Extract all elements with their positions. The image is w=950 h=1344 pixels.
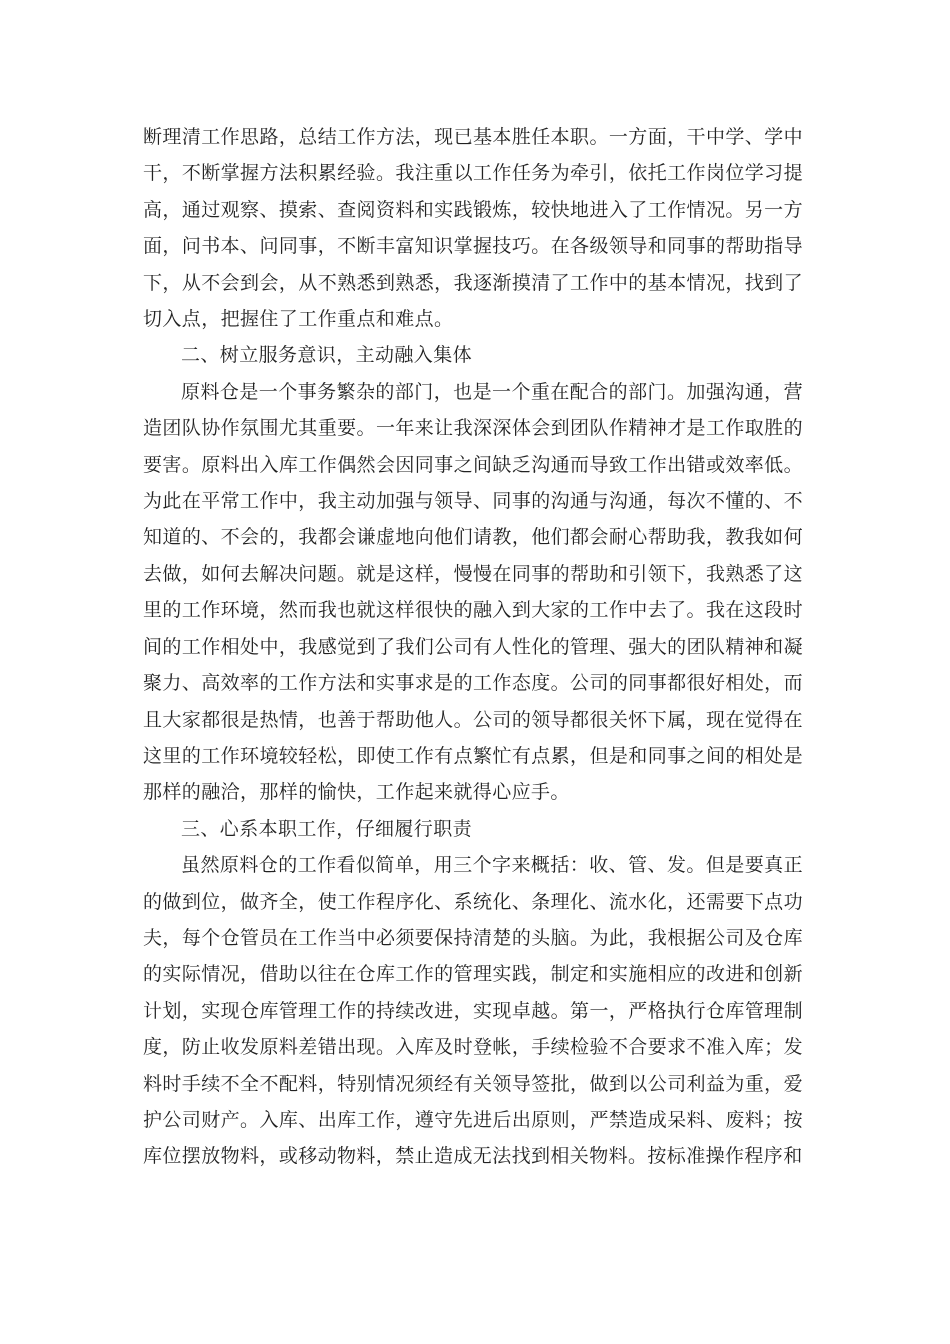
paragraph-section-3: 虽然原料仓的工作看似简单，用三个字来概括：收、管、发。但是要真正的做到位，做齐全，使工作程序化、系统化、条理化、流水化，还需要下点功夫，每个仓管员在工作当中必须要保持清楚的头脑。为此，我根据公司及仓库的实际情况，借助以往在仓库工作的管理实践，制定和实施相应的改进和创新计划，实现仓库管理工作的持续改进，实现卓越。第一，严格执行仓库管理制度，防止收发原料差错出现。入库及时登帐，手续检验不合要求不准入库；发料时手续不全不配料，特别情况须经有关领导签批，做到以公司利益为重，爱护公司财产。入库、出库工作，遵守先进后出原则，严禁造成呆料、废料；按库位摆放物料，或移动物料，禁止造成无法找到相关物料。按标准操作程序和	[143, 854, 803, 1168]
paragraph-continued: 断理清工作思路，总结工作方法，现已基本胜任本职。一方面，干中学、学中干，不断掌握方法积累经验。我注重以工作任务为牵引，依托工作岗位学习提高，通过观察、摸索、查阅资料和实践锻炼，较快地进入了工作情况。另一方面，问书本、问同事，不断丰富知识掌握技巧。在各级领导和同事的帮助指导下，从不会到会，从不熟悉到熟悉，我逐渐摸清了工作中的基本情况，找到了切入点，把握住了工作重点和难点。	[143, 126, 803, 331]
section-heading-3: 三、心系本职工作，仔细履行职责	[181, 817, 473, 840]
paragraph-section-2: 原料仓是一个事务繁杂的部门，也是一个重在配合的部门。加强沟通，营造团队协作氛围尤其重要。一年来让我深深体会到团队作精神才是工作取胜的要害。原料出入库工作偶然会因同事之间缺乏沟通而导致工作出错或效率低。为此在平常工作中，我主动加强与领导、同事的沟通与沟通，每次不懂的、不知道的、不会的，我都会谦虚地向他们请教，他们都会耐心帮助我，教我如何去做，如何去解决问题。就是这样，慢慢在同事的帮助和引领下，我熟悉了这里的工作环境，然而我也就这样很快的融入到大家的工作中去了。我在这段时间的工作相处中，我感觉到了我们公司有人性化的管理、强大的团队精神和凝聚力、高效率的工作方法和实事求是的工作态度。公司的同事都很好相处，而且大家都很是热情，也善于帮助他人。公司的领导都很关怀下属，现在觉得在这里的工作环境较轻松，即使工作有点繁忙有点累，但是和同事之间的相处是那样的融洽，那样的愉快，工作起来就得心应手。	[143, 380, 803, 804]
document-body	[143, 119, 803, 1175]
section-heading-2: 二、树立服务意识，主动融入集体	[181, 344, 473, 367]
